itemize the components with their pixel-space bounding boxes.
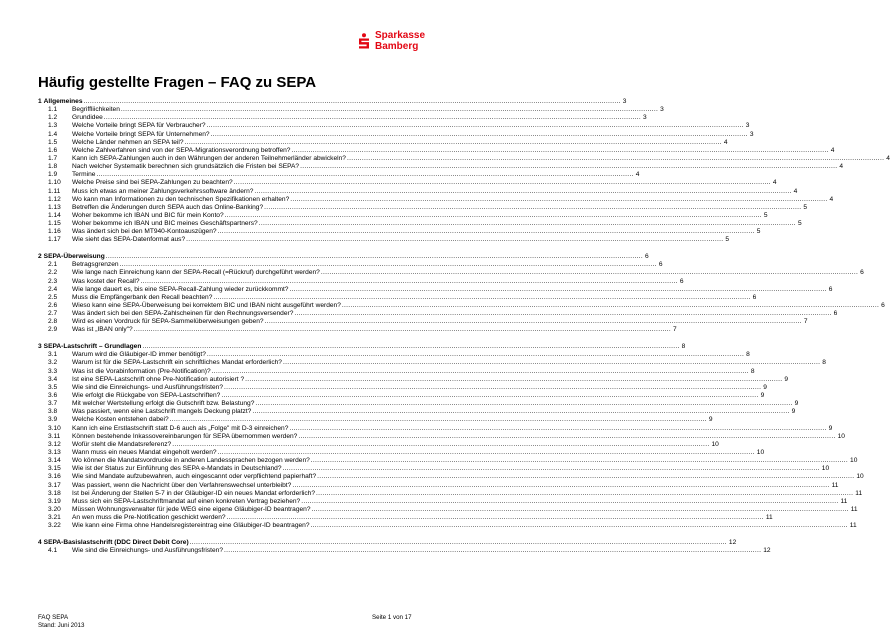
toc-leader-dots [190,539,727,547]
toc-number: 3.7 [48,400,58,408]
toc-entry-row[interactable] [38,465,830,473]
toc-number: 2.5 [48,293,58,301]
toc-leader-dots [298,433,835,441]
toc-label: Was ändert sich bei den MT940-Kontoauszügen? [72,228,217,236]
toc-number: 3.10 [48,424,61,432]
toc-number: 3.21 [48,514,61,522]
toc-page-number: 5 [763,211,768,219]
footer-date: Stand: Juni 2013 [38,621,85,629]
toc-entry-row[interactable] [38,318,808,326]
toc-label: Welche Zahlverfahren sind von der SEPA-Migrationsverordnung betroffen? [72,146,291,154]
toc-label: Kann ich eine Erstlastschrift statt D-6 auch als „Folge" mit D-3 einreichen? [72,424,289,432]
toc-page-number: 3 [643,114,647,122]
toc-label: Wie lange nach Einreichung kann der SEPA-Recall (=Rückruf) durchgeführt werden? [72,269,320,277]
toc-number: 4.1 [48,547,58,555]
toc-leader-dots [142,343,679,351]
toc-number: 1.2 [48,114,58,122]
toc-section-row[interactable] [38,98,627,106]
toc-label: Wird es einen Vordruck für SEPA-Sammelüberweisungen geben? [72,318,264,326]
footer-document-name: FAQ SEPA [38,614,69,621]
toc-number: 3.11 [48,432,61,440]
toc-leader-dots [185,139,722,147]
toc-number: 1.7 [48,154,58,162]
toc-entry-row[interactable] [38,547,771,555]
toc-label: Wie sind die Einreichungs- und Ausführungsfristen? [72,383,224,391]
toc-number: 3.12 [48,440,61,448]
toc-number: 3.15 [48,465,61,473]
toc-page-number: 4 [829,195,834,203]
toc-label: Welche Länder nehmen an SEPA teil? [72,138,184,146]
toc-label: Grundidee [72,114,103,122]
toc-number: 1.17 [48,236,61,244]
toc-leader-dots [311,522,848,530]
toc-number: 2.9 [48,326,58,334]
toc-label: Betreffen die Änderungen durch SEPA auch das Online-Banking? [72,203,264,211]
toc-label: Woher bekomme ich IBAN und BIC meines Geschäftspartners? [72,220,258,228]
toc-entry-row[interactable] [38,522,857,530]
toc-entry-row[interactable] [38,457,858,465]
toc-number: 1.4 [48,130,58,138]
toc-leader-dots [227,514,764,522]
toc-leader-dots [289,286,826,294]
toc-label: Was kostet der Recall? [72,277,140,285]
toc-page-number: 4 [886,154,890,162]
toc-entry-row[interactable] [38,179,777,187]
toc-entry-row[interactable] [38,228,761,236]
toc-leader-dots [218,228,755,236]
toc-entry-row[interactable] [38,473,864,481]
toc-leader-dots [301,498,838,506]
toc-page-number: 5 [725,236,730,244]
toc-leader-dots [106,253,643,261]
sparkasse-logo [358,30,438,56]
toc-page-number: 4 [830,146,835,154]
toc-section-row[interactable] [38,538,737,547]
toc-leader-dots [264,204,801,212]
toc-page-number: 6 [833,310,838,318]
toc-page-number: 7 [803,318,808,326]
toc-number: 1.10 [48,179,61,187]
brand-line-2: Bamberg [375,41,419,52]
toc-label: Was ändert sich bei den SEPA-Zahlscheinen für den Rechnungsversender? [72,310,294,318]
toc-entry-row[interactable] [38,408,796,416]
toc-leader-dots [234,179,771,187]
toc-number: 4 [38,538,42,546]
toc-label: Muss ich etwas an meiner Zahlungsverkehrssoftware ändern? [72,187,254,195]
toc-number: 3.8 [48,408,58,416]
toc-leader-dots [84,98,621,106]
toc-leader-dots [290,196,827,204]
toc-page-number: 9 [791,408,796,416]
toc-label: Was ist „IBAN only"? [72,326,133,334]
toc-page-number: 6 [828,285,833,293]
toc-label: Wie lange dauert es, bis eine SEPA-Recall-Zahlung wieder zurückkommt? [72,285,289,293]
footer-left [38,614,84,629]
toc-page-number: 6 [752,293,757,301]
toc-number: 3.2 [48,359,58,367]
toc-leader-dots [225,212,762,220]
toc-leader-dots [96,171,633,179]
toc-leader-dots [291,147,828,155]
toc-page-number: 10 [856,473,864,481]
toc-entry-row[interactable] [38,367,755,376]
toc-label: Was passiert, wenn die Nachricht über den Verfahrenswechsel unterbleibt? [72,481,292,489]
toc-label: Wie sind Mandate aufzubewahren, auch eingescannt oder verpflichtend papierhaft? [72,473,317,481]
toc-label: Wann muss ein neues Mandat eingeholt werden? [72,448,217,456]
toc-entry-row[interactable] [38,448,765,457]
toc-page-number: 6 [658,261,663,269]
toc-entry-row[interactable] [38,351,750,359]
toc-page-number: 8 [746,351,750,359]
toc-leader-dots [120,261,657,269]
toc-entry-row[interactable] [38,432,845,441]
toc-leader-dots [213,294,750,302]
toc-label: Wie kann eine Firma ohne Handelsregistereintrag eine Gläubiger-ID beantragen? [72,522,310,530]
toc-number: 2.1 [48,261,58,269]
toc-section-row[interactable] [38,253,649,261]
toc-page-number: 11 [831,481,839,489]
toc-entry-row[interactable] [38,391,765,400]
toc-page-number: 3 [745,122,750,130]
toc-leader-dots [221,392,758,400]
toc-leader-dots [317,473,854,481]
toc-label: Muss sich ein SEPA-Lastschriftmandat auf einen konkreten Vertrag beziehen? [72,497,301,505]
toc-entry-row[interactable] [38,106,664,114]
toc-page-number: 10 [837,432,845,440]
toc-leader-dots [170,416,707,424]
toc-label: Welche Kosten entstehen dabei? [72,416,169,424]
toc-label: Wie sind die Einreichungs- und Ausführungsfristen? [72,547,224,555]
toc-page-number: 4 [772,179,777,187]
toc-page-number: 6 [860,269,864,277]
toc-entry-row[interactable] [38,424,833,433]
toc-leader-dots [218,449,755,457]
toc-page-number: 9 [708,416,713,424]
toc-number: 3.18 [48,489,61,497]
toc-label: Warum ist für die SEPA-Lastschrift ein schriftliches Mandat erforderlich? [72,359,282,367]
toc-number: 3.3 [48,367,58,375]
toc-leader-dots [245,376,782,384]
toc-label: SEPA-Basislastschrift (DDC Direct Debit Core) [43,538,189,546]
toc-entry-row[interactable] [38,400,799,408]
toc-number: 1.1 [48,106,58,114]
toc-label: Kann ich SEPA-Zahlungen auch in den Währungen der anderen Teilnehmerländer abwickeln? [72,154,346,162]
toc-leader-dots [283,465,820,473]
toc-entry-row[interactable] [38,310,838,318]
toc-page-number: 9 [760,391,765,399]
toc-leader-dots [259,220,796,228]
toc-number: 3.4 [48,375,58,383]
toc-entry-row[interactable] [38,416,713,424]
toc-page-number: 11 [849,522,857,530]
sparkasse-logo-icon [358,33,370,49]
toc-number: 2.3 [48,277,58,285]
toc-entry-row[interactable] [38,187,798,196]
toc-number: 1.9 [48,171,58,179]
brand-line-1: Sparkasse [375,30,426,41]
toc-number: 1.11 [48,187,61,195]
toc-label: Wie sieht das SEPA-Datenformat aus? [72,236,186,244]
toc-label: An wen muss die Pre-Notification geschickt werden? [72,514,226,522]
toc-page-number: 10 [711,440,719,448]
toc-leader-dots [212,368,749,376]
toc-entry-row[interactable] [38,154,890,163]
toc-number: 1.5 [48,138,58,146]
toc-entry-row[interactable] [38,383,767,392]
toc-entry-row[interactable] [38,163,844,171]
footer-page-number: Seite 1 von 17 [372,614,412,621]
toc-number: 2 [38,253,42,261]
toc-number: 2.4 [48,285,58,293]
toc-page-number: 10 [756,448,765,456]
toc-number: 2.7 [48,310,58,318]
toc-entry-row[interactable] [38,514,773,522]
toc-page-number: 11 [855,489,863,497]
toc-leader-dots [294,310,831,318]
toc-number: 3.5 [48,383,58,391]
toc-page-number: 10 [821,465,830,473]
toc-page-number: 3 [622,98,627,105]
toc-label: Wo kann man Informationen zu den technischen Spezifikationen erhalten? [72,195,290,203]
toc-number: 2.6 [48,301,58,309]
toc-entry-row[interactable] [38,326,677,334]
toc-page-number: 4 [723,138,728,146]
toc-number: 3.1 [48,351,58,359]
toc-page-number: 6 [679,277,684,285]
toc-leader-dots [311,457,848,465]
toc-entry-row[interactable] [38,440,719,449]
toc-leader-dots [342,302,879,310]
toc-page-number: 12 [763,547,771,555]
toc-label: Wo können die Mandatsvordrucke in anderen Landessprachen bezogen werden? [72,457,310,465]
toc-page-number: 9 [763,383,767,391]
toc-label: SEPA-Lastschrift – Grundlagen [43,343,142,351]
toc-page-number: 5 [756,228,761,236]
toc-leader-dots [289,425,826,433]
toc-number: 1.15 [48,220,61,228]
toc-leader-dots [254,188,791,196]
toc-label: Allgemeines [43,98,83,105]
toc-number: 1.8 [48,163,58,171]
toc-label: Woher bekomme ich IBAN und BIC für mein Konto? [72,211,224,219]
toc-page-number: 6 [645,253,649,261]
toc-page-number: 7 [672,326,677,334]
toc-label: Müssen Wohnungsverwalter für jede WEG eine eigene Gläubiger-ID beantragen? [72,505,311,513]
toc-leader-dots [300,163,837,171]
toc-number: 1.13 [48,203,61,211]
toc-leader-dots [224,384,761,392]
toc-number: 3.22 [48,522,61,530]
toc-leader-dots [186,236,723,244]
toc-label: Können bestehende Inkassovereinbarungen für SEPA übernommen werden? [72,432,298,440]
toc-number: 3.16 [48,473,61,481]
toc-entry-row[interactable] [38,505,858,514]
toc-page-number: 9 [828,424,833,432]
toc-page-number: 8 [750,367,755,375]
toc-leader-dots [347,155,884,163]
toc-number: 1.14 [48,211,61,219]
toc-label: SEPA-Überweisung [43,253,105,261]
toc-entry-row[interactable] [38,122,750,130]
toc-entry-row[interactable] [38,220,802,228]
toc-leader-dots [265,318,802,326]
toc-number: 3.17 [48,481,61,489]
toc-page-number: 10 [850,457,858,465]
toc-number: 1.6 [48,146,58,154]
toc-entry-row[interactable] [38,171,640,179]
toc-entry-row[interactable] [38,285,833,294]
toc-entry-row[interactable] [38,146,835,155]
toc-number: 1.12 [48,195,61,203]
toc-label: Wofür steht die Mandatsreferenz? [72,440,172,448]
toc-entry-row[interactable] [38,236,730,244]
toc-number: 1.16 [48,228,61,236]
table-of-contents [38,98,890,555]
toc-leader-dots [224,547,761,555]
toc-number: 2.8 [48,318,58,326]
toc-page-number: 5 [803,203,808,211]
toc-number: 3.20 [48,505,61,513]
toc-page-number: 12 [728,538,737,546]
toc-label: Wie ist der Status zur Einführung des SEPA e-Mandats in Deutschland? [72,465,282,473]
toc-leader-dots [292,482,829,490]
toc-leader-dots [252,408,789,416]
toc-entry-row[interactable] [38,359,826,367]
toc-label: Nach welcher Systematik berechnen sich grundsätzlich die Fristen bei SEPA? [72,163,300,171]
toc-leader-dots [121,106,658,114]
toc-page-number: 3 [749,130,754,138]
toc-number: 3.6 [48,391,58,399]
toc-label: Betragsgrenzen [72,261,119,269]
toc-label: Muss die Empfängerbank den Recall beachten? [72,293,213,301]
toc-label: Welche Vorteile bringt SEPA für Verbraucher? [72,122,206,130]
toc-leader-dots [207,351,744,359]
brand-name [375,30,425,52]
toc-leader-dots [316,490,853,498]
toc-entry-row[interactable] [38,293,757,302]
toc-label: Termine [72,171,96,179]
toc-entry-row[interactable] [38,301,885,310]
toc-label: Begriffliichkeiten [72,106,120,114]
toc-label: Mit welcher Wertstellung erfolgt die Gutschrift bzw. Belastung? [72,400,255,408]
toc-page-number: 11 [765,514,773,522]
toc-entry-row[interactable] [38,203,808,212]
toc-number: 3.9 [48,416,58,424]
toc-label: Wie erfolgt die Rückgabe von SEPA-Lastschriften? [72,391,221,399]
toc-page-number: 5 [797,220,802,228]
toc-number: 3.14 [48,457,61,465]
toc-entry-row[interactable] [38,481,839,490]
toc-page-number: 8 [681,343,686,351]
toc-label: Was passiert, wenn eine Lastschrift mangels Deckung platzt? [72,408,252,416]
toc-leader-dots [283,359,820,367]
toc-entry-row[interactable] [38,489,863,498]
toc-page-number: 4 [839,163,844,171]
toc-label: Wieso kann eine SEPA-Überweisung bei korrektem BIC und IBAN nicht ausgeführt werden? [72,301,341,309]
toc-leader-dots [321,269,858,277]
toc-leader-dots [312,506,849,514]
toc-label: Was ist die Vorabinformation (Pre-Notification)? [72,367,211,375]
toc-label: Ist bei Änderung der Stellen 5-7 in der Gläubiger-ID ein neues Mandat erforderlich? [72,489,316,497]
toc-number: 1.3 [48,122,58,130]
toc-entry-row[interactable] [38,269,864,277]
toc-page-number: 9 [784,375,789,383]
toc-page-number: 11 [850,505,858,513]
toc-page-number: 4 [635,171,640,179]
toc-entry-row[interactable] [38,375,789,384]
toc-label: Ist eine SEPA-Lastschrift ohne Pre-Notification autorisiert ? [72,375,245,383]
toc-entry-row[interactable] [38,261,663,269]
toc-entry-row[interactable] [38,130,754,139]
toc-entry-row[interactable] [38,497,848,506]
toc-number: 3.13 [48,448,61,456]
toc-number: 2.2 [48,269,58,277]
toc-leader-dots [207,122,744,130]
toc-leader-dots [104,114,641,122]
toc-page-number: 8 [822,359,826,367]
page-title: Häufig gestellte Fragen – FAQ zu SEPA [38,74,317,91]
toc-section-row[interactable] [38,343,686,351]
toc-number: 1 [38,98,42,105]
toc-page-number: 4 [793,187,798,195]
toc-page-number: 3 [660,106,664,114]
toc-leader-dots [134,326,671,334]
toc-page-number: 6 [881,301,885,309]
toc-entry-row[interactable] [38,195,834,204]
toc-entry-row[interactable] [38,277,684,286]
toc-entry-row[interactable] [38,211,768,220]
toc-page-number: 9 [794,400,799,408]
toc-number: 3 [38,343,42,351]
toc-leader-dots [211,131,748,139]
toc-label: Welche Preise sind bei SEPA-Zahlungen zu beachten? [72,179,233,187]
toc-label: Warum wird die Gläubiger-ID immer benötigt? [72,351,206,359]
toc-leader-dots [255,400,792,408]
toc-number: 3.19 [48,497,61,505]
toc-leader-dots [172,441,709,449]
toc-leader-dots [141,278,678,286]
toc-entry-row[interactable] [38,138,728,147]
toc-entry-row[interactable] [38,114,647,122]
toc-page-number: 11 [840,497,848,505]
toc-label: Welche Vorteile bringt SEPA für Unternehmen? [72,130,210,138]
